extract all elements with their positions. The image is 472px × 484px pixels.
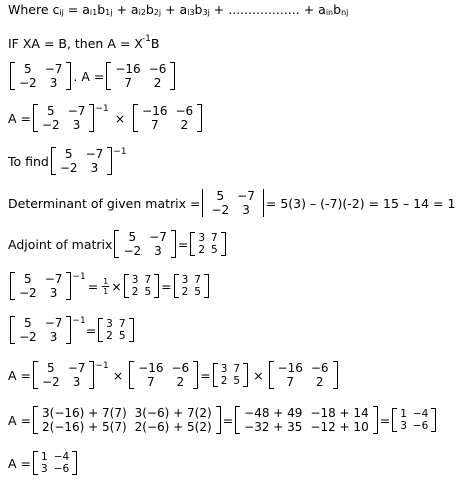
matrix-cell: −6: [310, 361, 329, 375]
matrix-cell: 7: [211, 232, 218, 244]
text: + a: [112, 2, 139, 17]
matrix-cell: 2: [198, 244, 206, 256]
matrix-cell: 7: [151, 118, 159, 132]
text: =: [379, 412, 391, 428]
matrix-cell: 7: [147, 375, 155, 389]
superscript: -1: [141, 33, 151, 44]
matrix-cell: 2: [220, 375, 228, 387]
matrix-cell: 5: [233, 375, 241, 387]
matrix-cell: 2(−16) + 5(7): [42, 420, 127, 434]
matrix-cell: −7: [67, 104, 86, 118]
matrix-cell: 2: [315, 375, 324, 389]
subscript: ij: [59, 8, 64, 17]
matrix-cell: 7: [144, 274, 152, 286]
matrix-adj: [190, 232, 225, 256]
text: IF XA = B, then A = X: [8, 36, 143, 51]
matrix-b: [269, 361, 338, 389]
matrix-cell: 7: [118, 318, 126, 330]
matrix-adj: [213, 363, 248, 387]
matrix-cell: −2: [19, 286, 37, 300]
matrix-b: [133, 104, 202, 132]
matrix-cell: 5: [64, 147, 73, 161]
text: To find: [8, 153, 49, 169]
fraction: [102, 277, 109, 296]
matrix-cell: 5: [47, 104, 55, 118]
matrix-a: [392, 408, 436, 432]
matrix-cell: −32 + 35: [244, 420, 303, 434]
matrix-cell: −48 + 49: [244, 406, 303, 420]
matrix-cell: 3: [49, 286, 58, 300]
a-product-line: [8, 361, 340, 389]
matrix-cell: −16: [277, 361, 303, 375]
matrix-cell: 2: [181, 286, 189, 298]
matrix-cell: 2: [131, 286, 139, 298]
superscript: −1: [72, 316, 86, 326]
matrix-b: [106, 62, 175, 90]
matrix-cell: 2: [176, 375, 185, 389]
superscript: −1: [95, 361, 109, 371]
subscript: in: [325, 8, 334, 17]
text: A =: [8, 367, 31, 383]
equation-a-inverse: [8, 104, 204, 132]
text: =: [177, 236, 189, 252]
matrix-cell: 5: [211, 244, 218, 256]
matrix-cell: −16: [142, 104, 168, 118]
matrix-adj: [98, 318, 133, 342]
subscript: 2j: [153, 8, 162, 17]
matrix-cell: −6: [148, 62, 167, 76]
matrix-b: [129, 361, 198, 389]
matrix-cell: 5: [118, 330, 126, 342]
text: ×: [111, 278, 122, 294]
matrix-x: [51, 147, 112, 175]
equation-xa-b: [8, 62, 177, 90]
matrix-x: [10, 62, 71, 90]
matrix-sum: [235, 406, 378, 434]
matrix-cell: 3: [400, 420, 407, 432]
text: Adjoint of matrix: [8, 236, 113, 252]
matrix-cell: 5: [24, 316, 32, 330]
fraction-part: 1: [103, 276, 109, 286]
matrix-cell: −12 + 10: [310, 420, 369, 434]
matrix-x: [10, 316, 71, 344]
matrix-cell: 3: [131, 274, 139, 286]
subscript: 3j: [202, 8, 210, 17]
matrix-cell: 3: [72, 118, 81, 132]
matrix-cell: 7: [233, 363, 241, 375]
subscript: 1j: [105, 8, 113, 17]
matrix-cell: 7: [194, 274, 201, 286]
matrix-cell: −7: [85, 147, 104, 161]
matrix-cell: 5: [24, 272, 32, 286]
subscript: nj: [341, 8, 349, 17]
superscript: −1: [72, 272, 86, 282]
matrix-cell: −7: [237, 189, 255, 203]
matrix-product: [33, 406, 221, 434]
matrix-cell: 3(−16) + 7(7): [42, 406, 127, 420]
matrix-cell: −7: [44, 272, 63, 286]
matrix-cell: 1: [41, 451, 48, 463]
text: = 5(3) – (-7)(-2) = 15 – 14 = 1: [265, 195, 456, 211]
matrix-cell: −7: [149, 230, 167, 244]
text: Where c: [8, 2, 60, 17]
matrix-cell: 5: [24, 62, 32, 76]
text: A =: [8, 412, 31, 428]
matrix-cell: 3: [41, 463, 48, 475]
matrix-cell: 2: [180, 118, 189, 132]
text: b: [145, 2, 154, 17]
matrix-cell: 5: [194, 286, 201, 298]
matrix-cell: −2: [42, 118, 60, 132]
text: + .................. + a: [209, 2, 326, 17]
a-expanded-line: [8, 406, 438, 434]
text: =: [87, 278, 99, 294]
text: ×: [253, 367, 264, 383]
text: b: [333, 2, 342, 17]
text: =: [200, 367, 211, 383]
matrix-cell: 3: [49, 76, 58, 90]
matrix-cell: 3: [49, 330, 58, 344]
matrix-cell: −2: [19, 76, 37, 90]
matrix-cell: 3: [106, 318, 113, 330]
matrix-cell: 5: [144, 286, 152, 298]
matrix-cell: −4: [53, 451, 70, 463]
matrix-cell: 3: [154, 244, 162, 258]
matrix-cell: 5: [128, 230, 137, 244]
matrix-cell: 2(−6) + 5(2): [134, 420, 212, 434]
matrix-cell: 3: [90, 161, 99, 175]
formula-line: [8, 2, 348, 17]
matrix-cell: 3: [72, 375, 81, 389]
matrix-cell: −6: [53, 463, 70, 475]
matrix-cell: 2: [153, 76, 162, 90]
matrix-cell: −7: [67, 361, 86, 375]
relation-line: [8, 33, 160, 51]
superscript: −1: [95, 104, 109, 114]
matrix-cell: −16: [138, 361, 164, 375]
matrix-cell: 3: [242, 203, 250, 217]
matrix-cell: 7: [124, 76, 132, 90]
text: . A =: [73, 68, 105, 84]
matrix-cell: −6: [412, 420, 429, 432]
matrix-cell: −4: [412, 408, 429, 420]
matrix-adj: [174, 274, 209, 298]
subscript: i2: [138, 8, 146, 17]
matrix-cell: 3: [181, 274, 189, 286]
text: A =: [8, 110, 31, 126]
matrix-x: [114, 230, 175, 258]
matrix-cell: −2: [59, 161, 78, 175]
inverse-result-line: [8, 316, 136, 344]
determinant-line: [8, 189, 455, 217]
matrix-x: [33, 104, 94, 132]
matrix-cell: −2: [42, 375, 60, 389]
matrix-cell: 5: [47, 361, 55, 375]
inverse-calc-line: [8, 272, 211, 300]
matrix-cell: 1: [400, 408, 407, 420]
matrix-cell: −7: [44, 316, 63, 330]
final-answer-line: [8, 451, 79, 475]
matrix-cell: −18 + 14: [310, 406, 369, 420]
text: b: [97, 2, 106, 17]
superscript: −1: [113, 147, 127, 157]
matrix-cell: −2: [19, 330, 37, 344]
matrix-x: [10, 272, 71, 300]
matrix-x: [33, 361, 94, 389]
matrix-cell: −6: [171, 361, 190, 375]
text: ×: [114, 110, 126, 126]
subscript: i3: [187, 8, 195, 17]
subscript: i1: [89, 8, 98, 17]
text: b: [194, 2, 203, 17]
text: A =: [8, 455, 31, 471]
matrix-cell: 3(−6) + 7(2): [134, 406, 212, 420]
matrix-cell: 3: [198, 232, 206, 244]
text: + a: [161, 2, 188, 17]
text: =: [85, 322, 97, 338]
matrix-adj: [124, 274, 159, 298]
determinant-x: [202, 189, 263, 217]
text: Determinant of given matrix =: [8, 195, 201, 211]
matrix-cell: 7: [286, 375, 295, 389]
text: B: [150, 36, 160, 51]
matrix-cell: 3: [220, 363, 228, 375]
text: ×: [112, 367, 124, 383]
matrix-a: [33, 451, 77, 475]
matrix-cell: 2: [106, 330, 113, 342]
matrix-cell: −6: [175, 104, 194, 118]
text: =: [161, 278, 172, 294]
fraction-part: 1: [103, 286, 109, 296]
matrix-cell: −16: [115, 62, 141, 76]
adjoint-line: [8, 230, 228, 258]
to-find-line: [8, 147, 127, 175]
matrix-cell: −2: [211, 203, 230, 217]
matrix-cell: 5: [216, 189, 225, 203]
text: = a: [63, 2, 90, 17]
text: =: [222, 412, 234, 428]
matrix-cell: −2: [123, 244, 142, 258]
matrix-cell: −7: [44, 62, 63, 76]
